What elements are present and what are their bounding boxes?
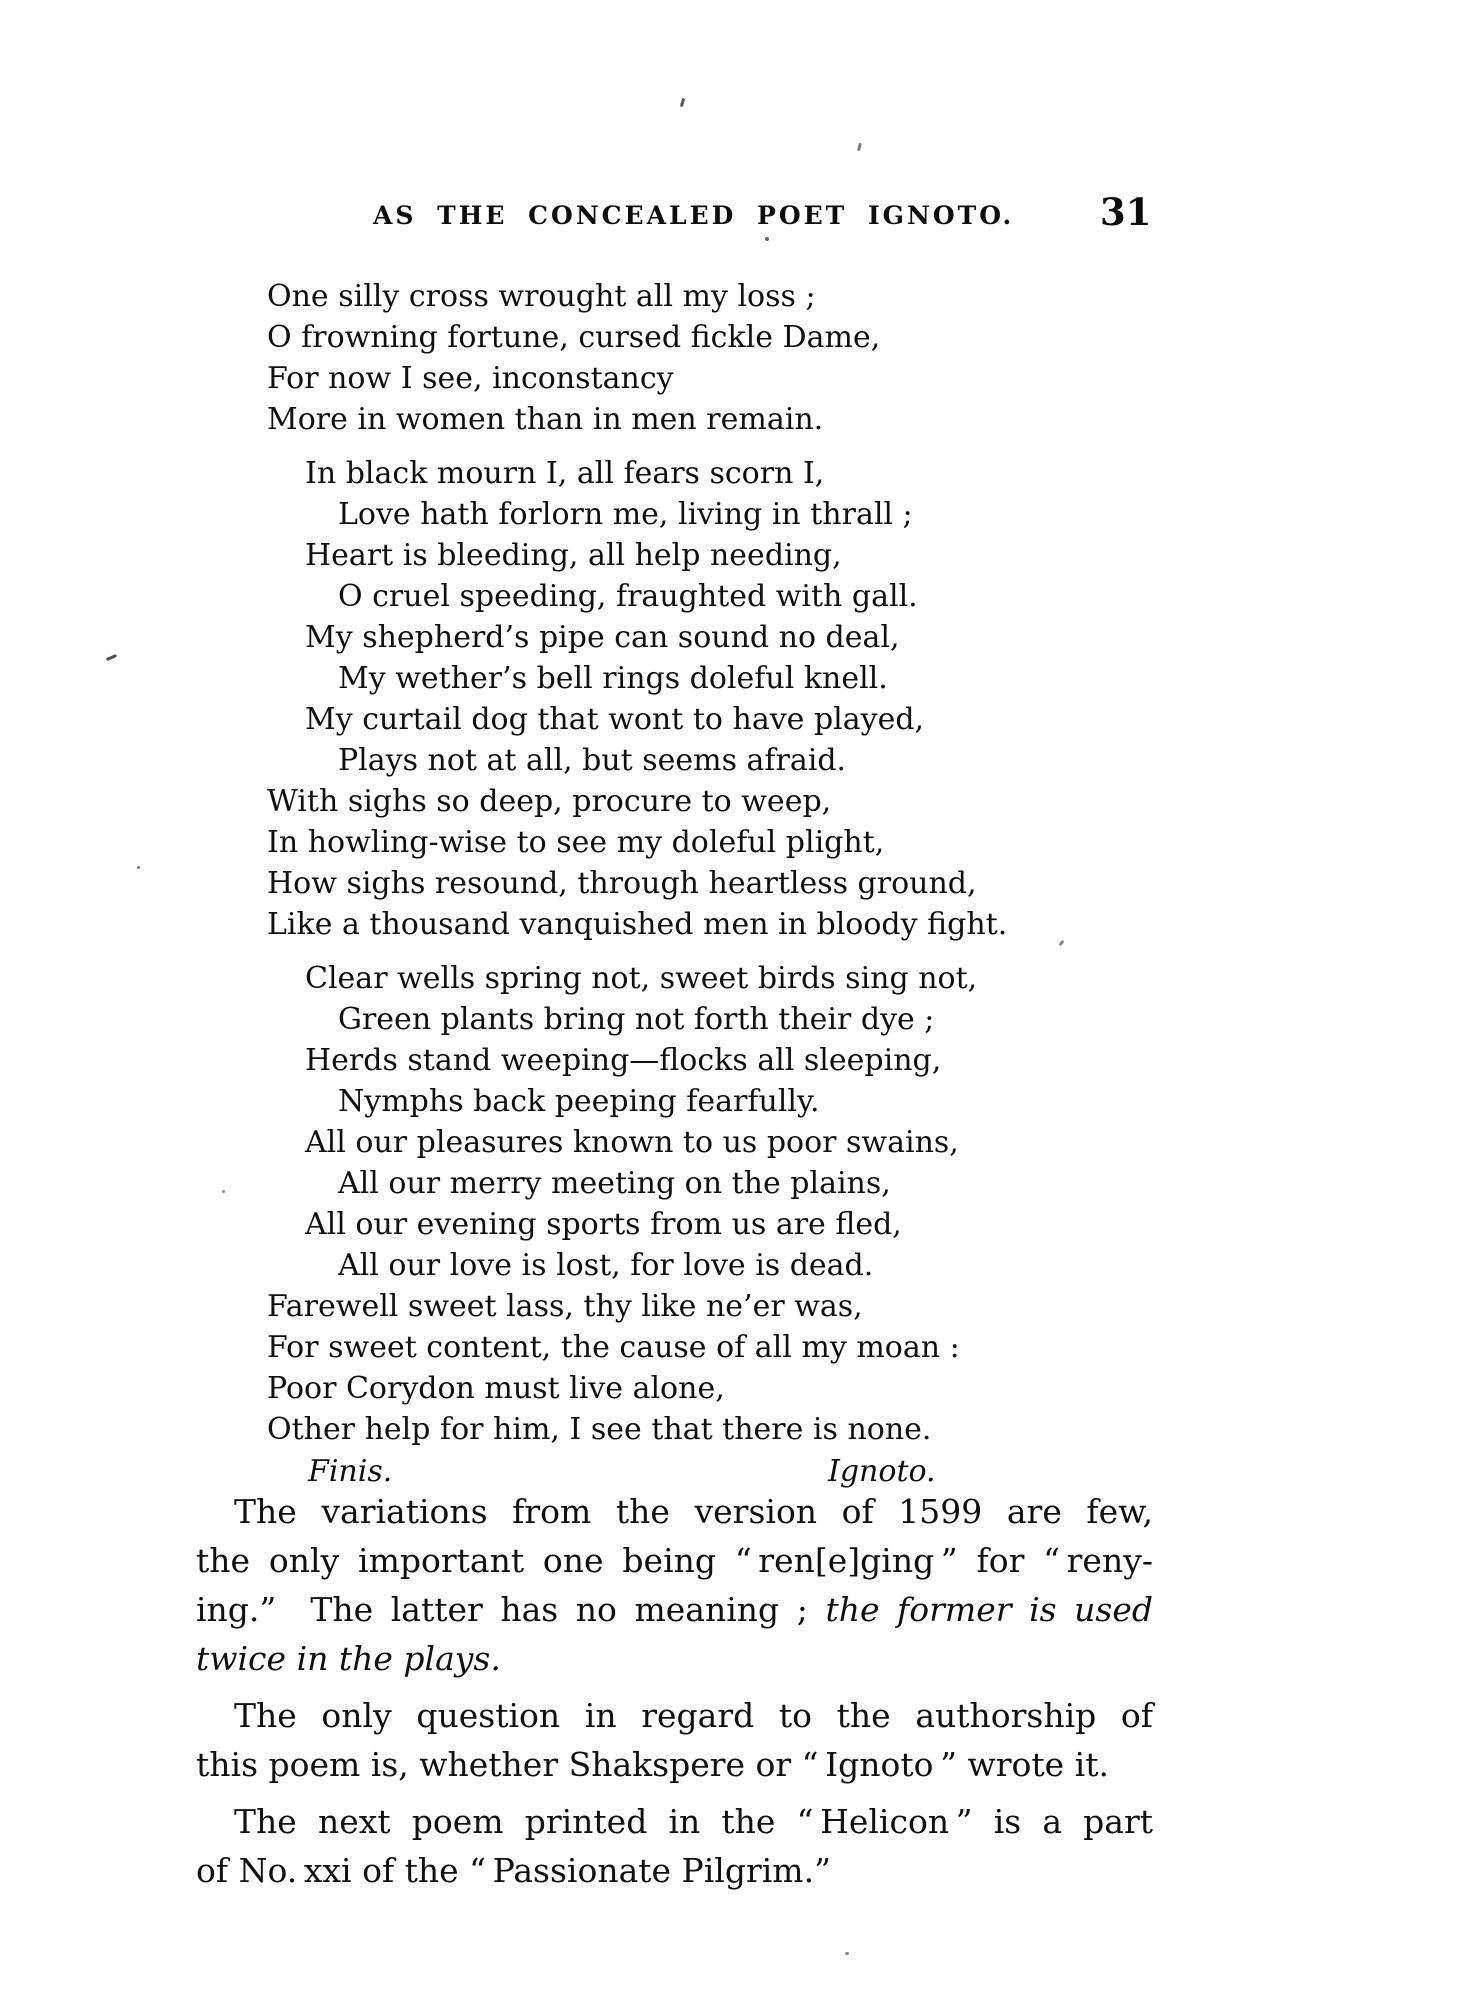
text-run: The only question in regard to the authorship of bbox=[234, 1696, 1153, 1735]
ink-speck bbox=[137, 866, 140, 869]
text-run: this poem is, whether Shakspere or “ Ignoto ” wrote it. bbox=[196, 1745, 1109, 1784]
italic-text: the former is used bbox=[825, 1590, 1153, 1629]
ink-speck bbox=[222, 1190, 225, 1193]
poem-line: Poor Corydon must live alone, bbox=[267, 1371, 725, 1406]
commentary bbox=[196, 1487, 1153, 1895]
text-run: The variations from the version of 1599 are few, bbox=[234, 1492, 1153, 1531]
poem-line: All our evening sports from us are fled, bbox=[305, 1207, 902, 1242]
poem bbox=[267, 276, 1367, 1492]
running-header: AS THE CONCEALED POET IGNOTO. bbox=[373, 201, 1015, 230]
stanza bbox=[267, 453, 1367, 945]
poem-line: Farewell sweet lass, thy like ne’er was, bbox=[267, 1289, 863, 1324]
poem-line: Love hath forlorn me, living in thrall ; bbox=[338, 497, 913, 532]
poem-line: Green plants bring not forth their dye ; bbox=[338, 1002, 935, 1037]
ink-speck bbox=[106, 654, 117, 661]
page-number: 31 bbox=[1100, 190, 1152, 234]
poem-line: Herds stand weeping—flocks all sleeping, bbox=[305, 1043, 942, 1078]
poem-line: More in women than in men remain. bbox=[267, 402, 824, 437]
poem-line: My wether’s bell rings doleful knell. bbox=[338, 661, 888, 696]
prose-line bbox=[196, 1797, 1153, 1846]
text-run: The next poem printed in the “ Helicon ” is a part bbox=[234, 1802, 1153, 1841]
stanza bbox=[267, 958, 1367, 1450]
poem-line: Clear wells spring not, sweet birds sing not, bbox=[305, 961, 978, 996]
poem-line: How sighs resound, through heartless ground, bbox=[267, 866, 977, 901]
ink-speck bbox=[765, 237, 769, 241]
poem-line: O frowning fortune, cursed fickle Dame, bbox=[267, 320, 881, 355]
finis-label: Finis. bbox=[308, 1454, 393, 1489]
poem-line: In howling-wise to see my doleful plight, bbox=[267, 825, 885, 860]
poem-line: All our love is lost, for love is dead. bbox=[338, 1248, 874, 1283]
text-run: of No. xxi of the “ Passionate Pilgrim.” bbox=[196, 1851, 831, 1890]
prose-line bbox=[196, 1487, 1153, 1536]
poem-line: Nymphs back peeping fearfully. bbox=[338, 1084, 820, 1119]
poem-line: Plays not at all, but seems afraid. bbox=[338, 743, 847, 778]
poem-line: Other help for him, I see that there is none. bbox=[267, 1412, 932, 1447]
poem-line: All our pleasures known to us poor swains, bbox=[305, 1125, 959, 1160]
poem-line: Heart is bleeding, all help needing, bbox=[305, 538, 842, 573]
paragraph bbox=[196, 1691, 1153, 1789]
ink-speck bbox=[845, 1952, 849, 1955]
poem-line: My curtail dog that wont to have played, bbox=[305, 702, 925, 737]
italic-text: twice in the plays. bbox=[196, 1639, 501, 1678]
poem-line: My shepherd’s pipe can sound no deal, bbox=[305, 620, 900, 655]
prose-line bbox=[196, 1585, 1153, 1634]
ink-speck bbox=[857, 143, 862, 151]
ink-speck bbox=[680, 98, 685, 107]
prose-line bbox=[196, 1691, 1153, 1740]
ignoto-signature: Ignoto. bbox=[828, 1454, 936, 1489]
prose-line bbox=[196, 1634, 1153, 1683]
poem-line: O cruel speeding, fraughted with gall. bbox=[338, 579, 918, 614]
poem-line: One silly cross wrought all my loss ; bbox=[267, 279, 816, 314]
poem-line: With sighs so deep, procure to weep, bbox=[267, 784, 832, 819]
poem-line: For now I see, inconstancy bbox=[267, 361, 674, 396]
stanza bbox=[267, 276, 1367, 440]
text-run: the only important one being “ ren[e]ging ” for “ reny- bbox=[196, 1541, 1153, 1580]
poem-line: Like a thousand vanquished men in bloody fight. bbox=[267, 907, 1008, 942]
prose-line bbox=[196, 1536, 1153, 1585]
poem-line: For sweet content, the cause of all my moan : bbox=[267, 1330, 960, 1365]
prose-line bbox=[196, 1740, 1153, 1789]
prose-line bbox=[196, 1846, 1153, 1895]
text-run: ing.” The latter has no meaning ; bbox=[196, 1590, 826, 1629]
finis-row bbox=[267, 1451, 1367, 1492]
poem-line: In black mourn I, all fears scorn I, bbox=[305, 456, 825, 491]
paragraph bbox=[196, 1797, 1153, 1895]
poem-line: All our merry meeting on the plains, bbox=[338, 1166, 891, 1201]
paragraph bbox=[196, 1487, 1153, 1683]
